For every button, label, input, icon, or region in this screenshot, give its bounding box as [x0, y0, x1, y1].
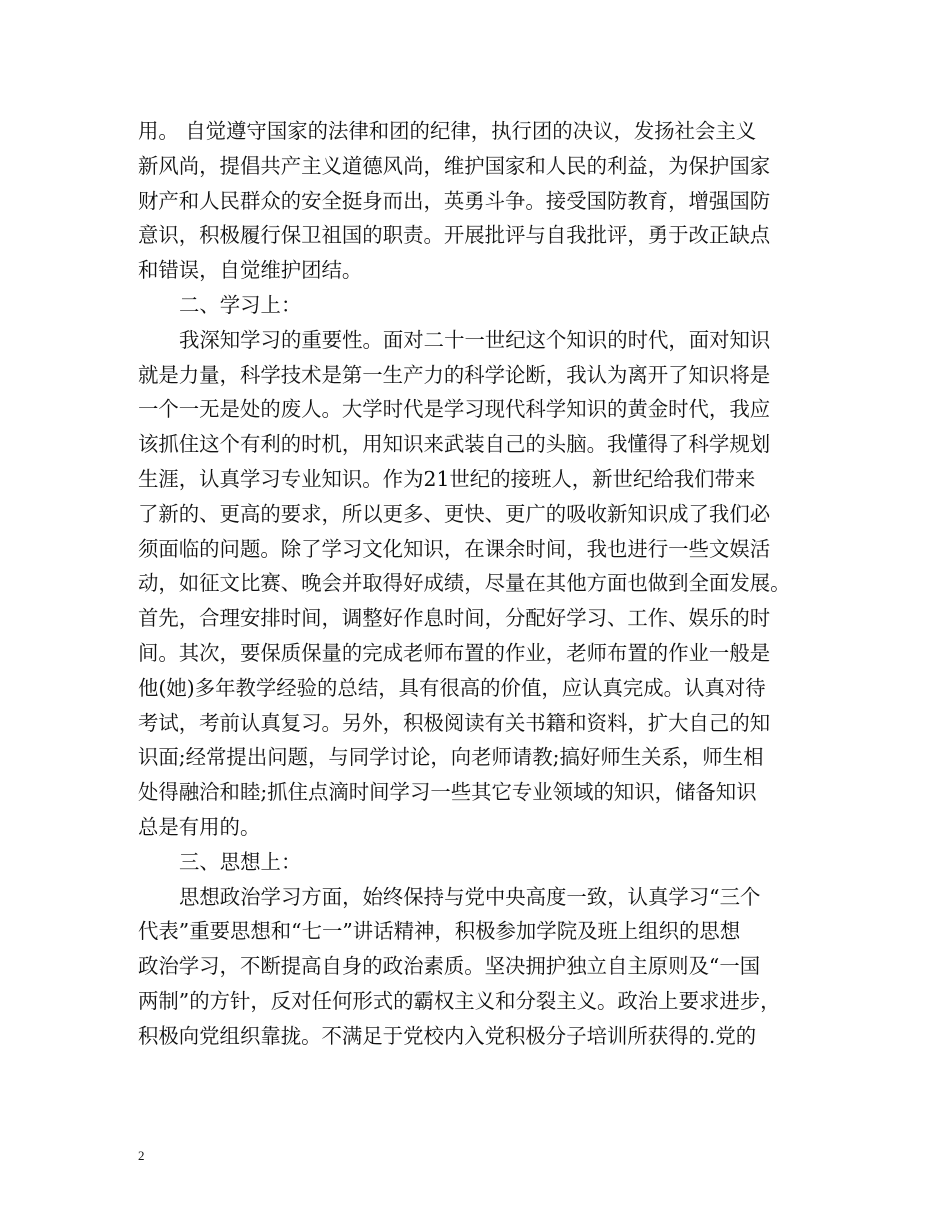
text-line: 积极向党组织靠拢。不满足于党校内入党积极分子培训所获得的.党的 [138, 1023, 757, 1048]
text-line: 思想政治学习方面，始终保持与党中央高度一致，认真学习“三个 [179, 884, 761, 909]
text-line: 我深知学习的重要性。面对二十一世纪这个知识的时代，面对知识 [179, 327, 771, 352]
text-line: 他(她)多年教学经验的总结，具有很高的价值，应认真完成。认真对待 [138, 675, 766, 700]
text-line: 意识，积极履行保卫祖国的职责。开展批评与自我批评，勇于改正缺点 [138, 223, 771, 248]
section-heading-thought: 三、思想上： [179, 849, 302, 874]
text-line: 处得融洽和睦;抓住点滴时间学习一些其它专业领域的知识，储备知识 [138, 780, 757, 805]
section-heading-study: 二、学习上： [179, 292, 302, 317]
text-line: 总是有用的。 [138, 814, 261, 839]
text-line: 首先，合理安排时间，调整好作息时间，分配好学习、工作、娱乐的时 [138, 606, 771, 631]
text-line: 财产和人民群众的安全挺身而出，英勇斗争。接受国防教育，增强国防 [138, 188, 771, 213]
text-line: 动，如征文比赛、晚会并取得好成绩，尽量在其他方面也做到全面发展。 [138, 571, 791, 596]
text-line: 间。其次，要保质保量的完成老师布置的作业，老师布置的作业一般是 [138, 640, 771, 665]
document-body [138, 114, 818, 1054]
text-line: 新风尚，提倡共产主义道德风尚，维护国家和人民的利益，为保护国家 [138, 153, 771, 178]
text-line: 了新的、更高的要求，所以更多、更快、更广的吸收新知识成了我们必 [138, 501, 771, 526]
text-line: 一个一无是处的废人。大学时代是学习现代科学知识的黄金时代，我应 [138, 397, 771, 422]
text-line: 须面临的问题。除了学习文化知识，在课余时间，我也进行一些文娱活 [138, 536, 771, 561]
text-line: 政治学习，不断提高自身的政治素质。坚决拥护独立自主原则及“一国 [138, 954, 761, 979]
text-line: 代表”重要思想和“七一”讲话精神，积极参加学院及班上组织的思想 [138, 919, 741, 944]
text-line: 和错误，自觉维护团结。 [138, 258, 363, 283]
text-line: 考试，考前认真复习。另外，积极阅读有关书籍和资料，扩大自己的知 [138, 710, 771, 735]
text-line: 生涯，认真学习专业知识。作为21世纪的接班人，新世纪给我们带来 [138, 466, 756, 491]
text-line: 该抓住这个有利的时机，用知识来武装自己的头脑。我懂得了科学规划 [138, 432, 771, 457]
text-line: 就是力量，科学技术是第一生产力的科学论断，我认为离开了知识将是 [138, 362, 771, 387]
page-number: 2 [138, 1148, 145, 1163]
text-line: 识面;经常提出问题，与同学讨论，向老师请教;搞好师生关系，师生相 [138, 745, 764, 770]
text-line: 两制”的方针，反对任何形式的霸权主义和分裂主义。政治上要求进步， [138, 988, 781, 1013]
text-line: 用。 自觉遵守国家的法律和团的纪律，执行团的决议，发扬社会主义 [138, 119, 757, 143]
